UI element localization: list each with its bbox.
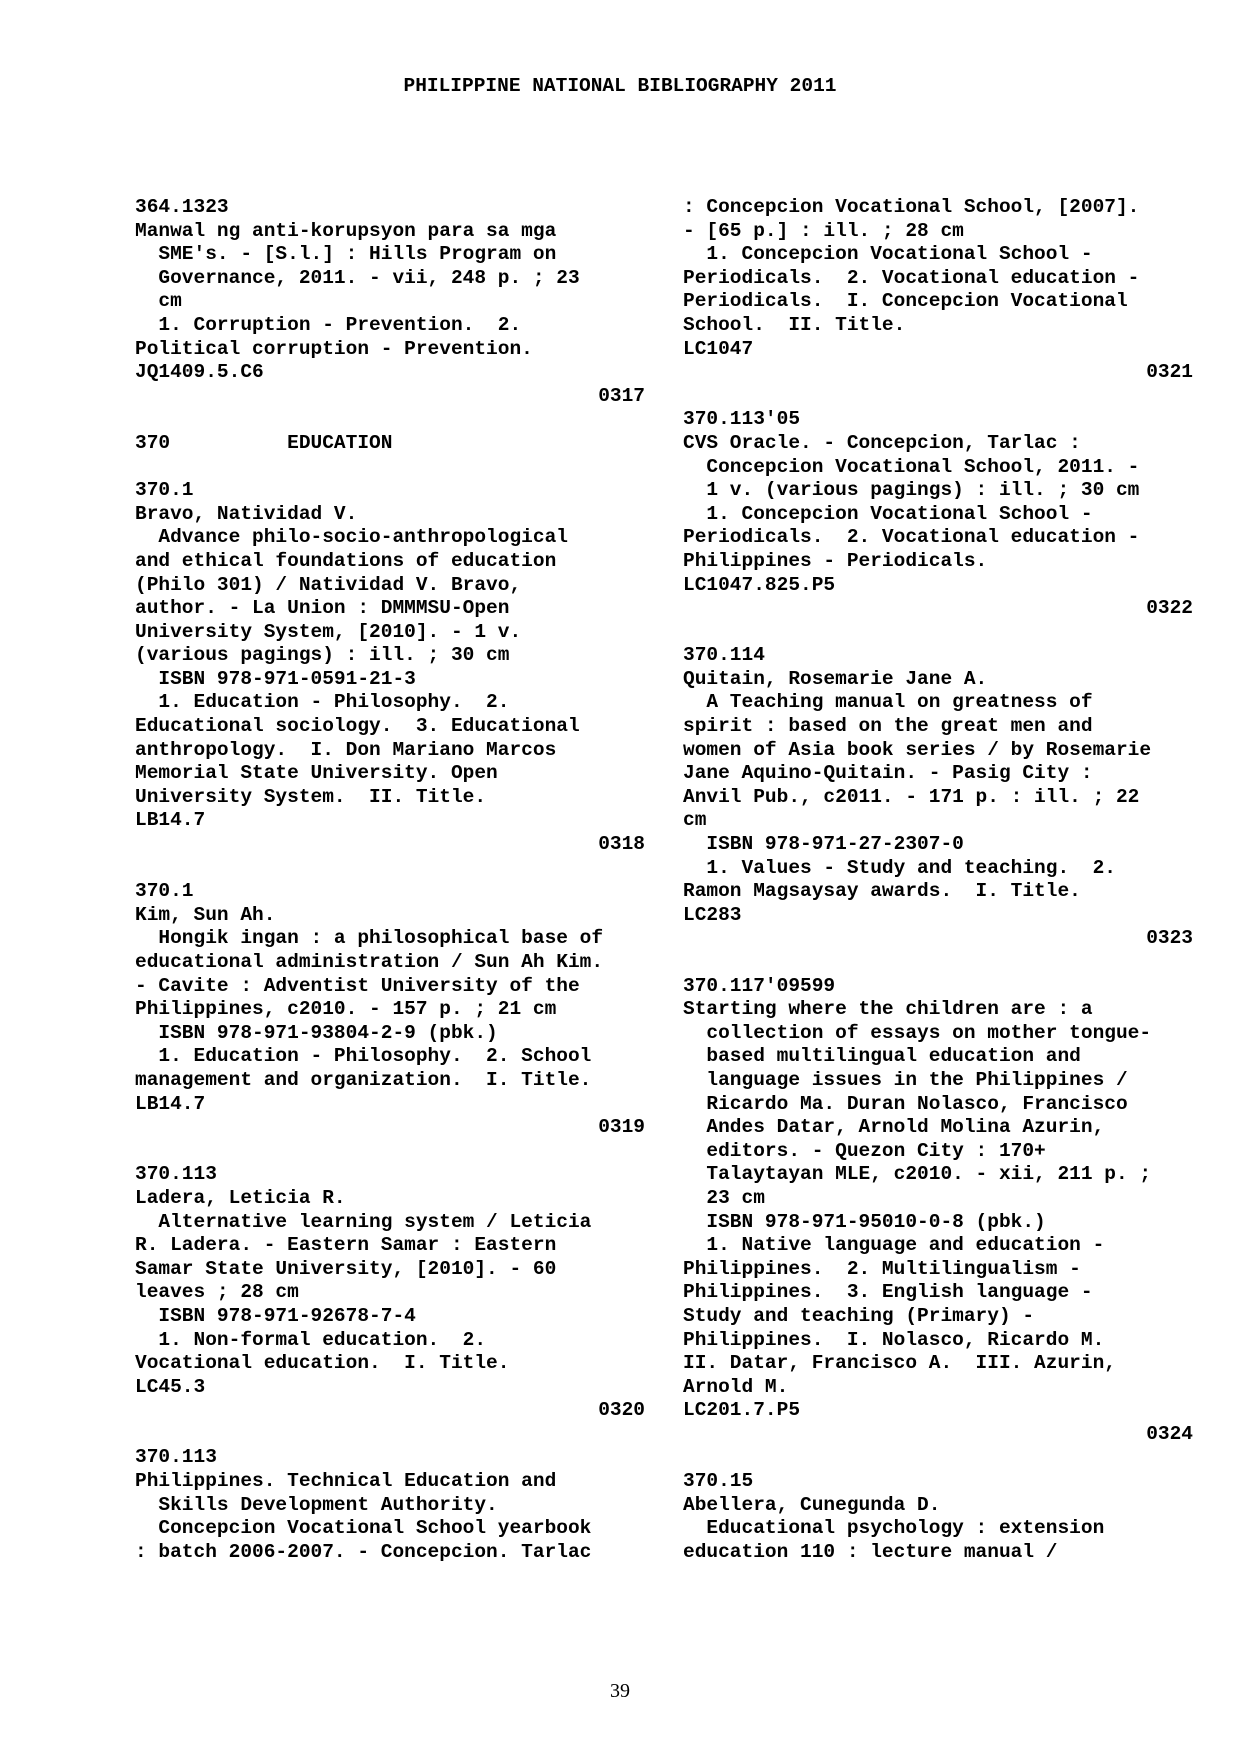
entry-number: 0321 — [1146, 361, 1193, 384]
text-line: educational administration / Sun Ah Kim. — [135, 951, 604, 973]
entry-number: 0320 — [598, 1399, 645, 1422]
text-line: 364.1323 — [135, 196, 229, 218]
text-line: author. - La Union : DMMMSU-Open — [135, 597, 510, 620]
text-line: CVS Oracle. - Concepcion, Tarlac : — [683, 431, 1081, 454]
text-line: Philippines. Technical Education and — [135, 1470, 557, 1493]
text-line: based multilingual education and — [683, 1045, 1081, 1068]
text-line: School. II. Title. — [683, 313, 906, 336]
text-line: Ricardo Ma. Duran Nolasco, Francisco — [683, 1092, 1128, 1115]
text-line: Memorial State University. Open — [135, 762, 498, 785]
text-line: : batch 2006-2007. - Concepcion. Tarlac — [135, 1540, 592, 1563]
text-line: and ethical foundations of education — [135, 549, 557, 572]
text-line: LC45.3 — [135, 1375, 206, 1398]
text-line: 1. Concepcion Vocational School - — [683, 502, 1093, 525]
text-line: Alternative learning system / Leticia — [135, 1210, 592, 1233]
text-line: ISBN 978-971-95010-0-8 (pbk.) — [683, 1210, 1046, 1233]
text-line: Advance philo-socio-anthropological — [135, 526, 568, 549]
text-line: Hongik ingan : a philosophical base of — [135, 927, 604, 950]
text-line: editors. - Quezon City : 170+ — [683, 1139, 1046, 1162]
text-line: ISBN 978-971-0591-21-3 — [135, 667, 416, 690]
blank-line — [135, 408, 645, 432]
entry-number: 0323 — [1146, 927, 1193, 950]
text-line: Talaytayan MLE, c2010. - xii, 211 p. ; — [683, 1163, 1152, 1186]
blank-line — [683, 1446, 1193, 1470]
text-line: Philippines. 3. English language - — [683, 1281, 1093, 1304]
text-line: Educational sociology. 3. Educational — [135, 715, 580, 738]
text-line: II. Datar, Francisco A. III. Azurin, — [683, 1352, 1116, 1375]
text-line: Samar State University, [2010]. - 60 — [135, 1257, 557, 1280]
text-line: Vocational education. I. Title. — [135, 1352, 510, 1375]
text-line: LB14.7 — [135, 809, 206, 832]
text-line: (various pagings) : ill. ; 30 cm — [135, 644, 510, 667]
text-line: women of Asia book series / by Rosemarie — [683, 738, 1152, 761]
text-line: 370.113'05 — [683, 408, 801, 431]
blank-line — [135, 1140, 645, 1164]
text-line: Andes Datar, Arnold Molina Azurin, — [683, 1116, 1105, 1139]
text-line: Ladera, Leticia R. — [135, 1186, 346, 1209]
left-column — [135, 196, 645, 1564]
text-line: Educational psychology : extension — [683, 1517, 1105, 1540]
text-line: Philippines, c2010. - 157 p. ; 21 cm — [135, 998, 557, 1021]
text-line: cm — [683, 809, 707, 832]
text-line: Kim, Sun Ah. — [135, 903, 276, 926]
text-line: LC283 — [683, 903, 742, 926]
entry-number: 0318 — [598, 833, 645, 856]
text-line: Bravo, Natividad V. — [135, 502, 358, 525]
text-line: - Cavite : Adventist University of the — [135, 974, 580, 997]
text-line: 370.15 — [683, 1470, 754, 1493]
text-line: 1. Native language and education - — [683, 1234, 1105, 1257]
text-line: University System. II. Title. — [135, 785, 487, 808]
text-line: Anvil Pub., c2011. - 171 p. : ill. ; 22 — [683, 785, 1140, 808]
text-line: 370.1 — [135, 479, 194, 502]
text-line: Quitain, Rosemarie Jane A. — [683, 667, 988, 690]
text-line: collection of essays on mother tongue- — [683, 1021, 1152, 1044]
text-line: University System, [2010]. - 1 v. — [135, 620, 522, 643]
text-line: Study and teaching (Primary) - — [683, 1304, 1035, 1327]
text-line: A Teaching manual on greatness of — [683, 691, 1093, 714]
text-line: 23 cm — [683, 1186, 765, 1209]
text-line: Arnold M. — [683, 1375, 789, 1398]
section-heading: 370 EDUCATION — [135, 431, 393, 454]
text-line: LC1047.825.P5 — [683, 573, 836, 596]
text-line: JQ1409.5.C6 — [135, 361, 264, 384]
text-line: Governance, 2011. - vii, 248 p. ; 23 — [135, 266, 580, 289]
text-line: - [65 p.] : ill. ; 28 cm — [683, 219, 964, 242]
text-line: Ramon Magsaysay awards. I. Title. — [683, 880, 1081, 903]
text-line: 1. Values - Study and teaching. 2. — [683, 856, 1116, 879]
text-line: 1. Education - Philosophy. 2. School — [135, 1045, 592, 1068]
text-line: Philippines. 2. Multilingualism - — [683, 1257, 1081, 1280]
blank-line — [135, 1423, 645, 1447]
text-line: management and organization. I. Title. — [135, 1068, 592, 1091]
text-line: 370.113 — [135, 1446, 217, 1469]
entry-number: 0317 — [598, 384, 645, 407]
entry-number: 0322 — [1146, 597, 1193, 620]
text-line: Concepcion Vocational School, 2011. - — [683, 455, 1140, 478]
text-line: Periodicals. I. Concepcion Vocational — [683, 290, 1128, 313]
right-column — [683, 196, 1193, 1564]
page-header: PHILIPPINE NATIONAL BIBLIOGRAPHY 2011 — [403, 75, 837, 97]
text-line: cm — [135, 290, 182, 313]
blank-line — [135, 857, 645, 881]
text-line: Periodicals. 2. Vocational education - — [683, 526, 1140, 549]
text-line: 1. Concepcion Vocational School - — [683, 243, 1093, 266]
entry-number: 0324 — [1146, 1422, 1193, 1445]
blank-line — [683, 951, 1193, 975]
text-line: spirit : based on the great men and — [683, 715, 1093, 738]
text-line: ISBN 978-971-92678-7-4 — [135, 1304, 416, 1327]
text-line: LB14.7 — [135, 1092, 206, 1115]
text-line: 370.117'09599 — [683, 974, 836, 997]
blank-line — [683, 621, 1193, 645]
text-line: 370.113 — [135, 1163, 217, 1186]
text-line: Periodicals. 2. Vocational education - — [683, 266, 1140, 289]
text-line: Political corruption - Prevention. — [135, 337, 533, 360]
text-line: ISBN 978-971-93804-2-9 (pbk.) — [135, 1021, 498, 1044]
text-line: SME's. - [S.l.] : Hills Program on — [135, 243, 557, 266]
text-line: 1. Corruption - Prevention. 2. — [135, 313, 522, 336]
text-line: Manwal ng anti-korupsyon para sa mga — [135, 219, 557, 242]
text-line: 370.1 — [135, 880, 194, 903]
text-line: 1. Education - Philosophy. 2. — [135, 691, 510, 714]
text-line: Philippines. I. Nolasco, Ricardo M. — [683, 1328, 1105, 1351]
entry-number: 0319 — [598, 1116, 645, 1139]
text-line: R. Ladera. - Eastern Samar : Eastern — [135, 1234, 557, 1257]
text-line: Jane Aquino-Quitain. - Pasig City : — [683, 762, 1093, 785]
text-line: language issues in the Philippines / — [683, 1068, 1128, 1091]
blank-line — [683, 385, 1193, 409]
text-line: 370.114 — [683, 644, 765, 667]
text-line: LC1047 — [683, 337, 754, 360]
blank-line — [135, 456, 645, 480]
text-line: Skills Development Authority. — [135, 1493, 498, 1516]
text-line: Concepcion Vocational School yearbook — [135, 1517, 592, 1540]
text-line: LC201.7.P5 — [683, 1399, 801, 1422]
text-line: Starting where the children are : a — [683, 998, 1093, 1021]
text-line: : Concepcion Vocational School, [2007]. — [683, 196, 1140, 218]
page-number: 39 — [610, 1680, 630, 1702]
text-line: (Philo 301) / Natividad V. Bravo, — [135, 573, 522, 596]
text-line: Philippines - Periodicals. — [683, 549, 988, 572]
text-line: leaves ; 28 cm — [135, 1281, 299, 1304]
text-line: Abellera, Cunegunda D. — [683, 1493, 941, 1516]
text-line: 1. Non-formal education. 2. — [135, 1328, 487, 1351]
text-line: 1 v. (various pagings) : ill. ; 30 cm — [683, 479, 1140, 502]
text-line: ISBN 978-971-27-2307-0 — [683, 833, 964, 856]
text-line: anthropology. I. Don Mariano Marcos — [135, 738, 557, 761]
text-line: education 110 : lecture manual / — [683, 1540, 1058, 1563]
